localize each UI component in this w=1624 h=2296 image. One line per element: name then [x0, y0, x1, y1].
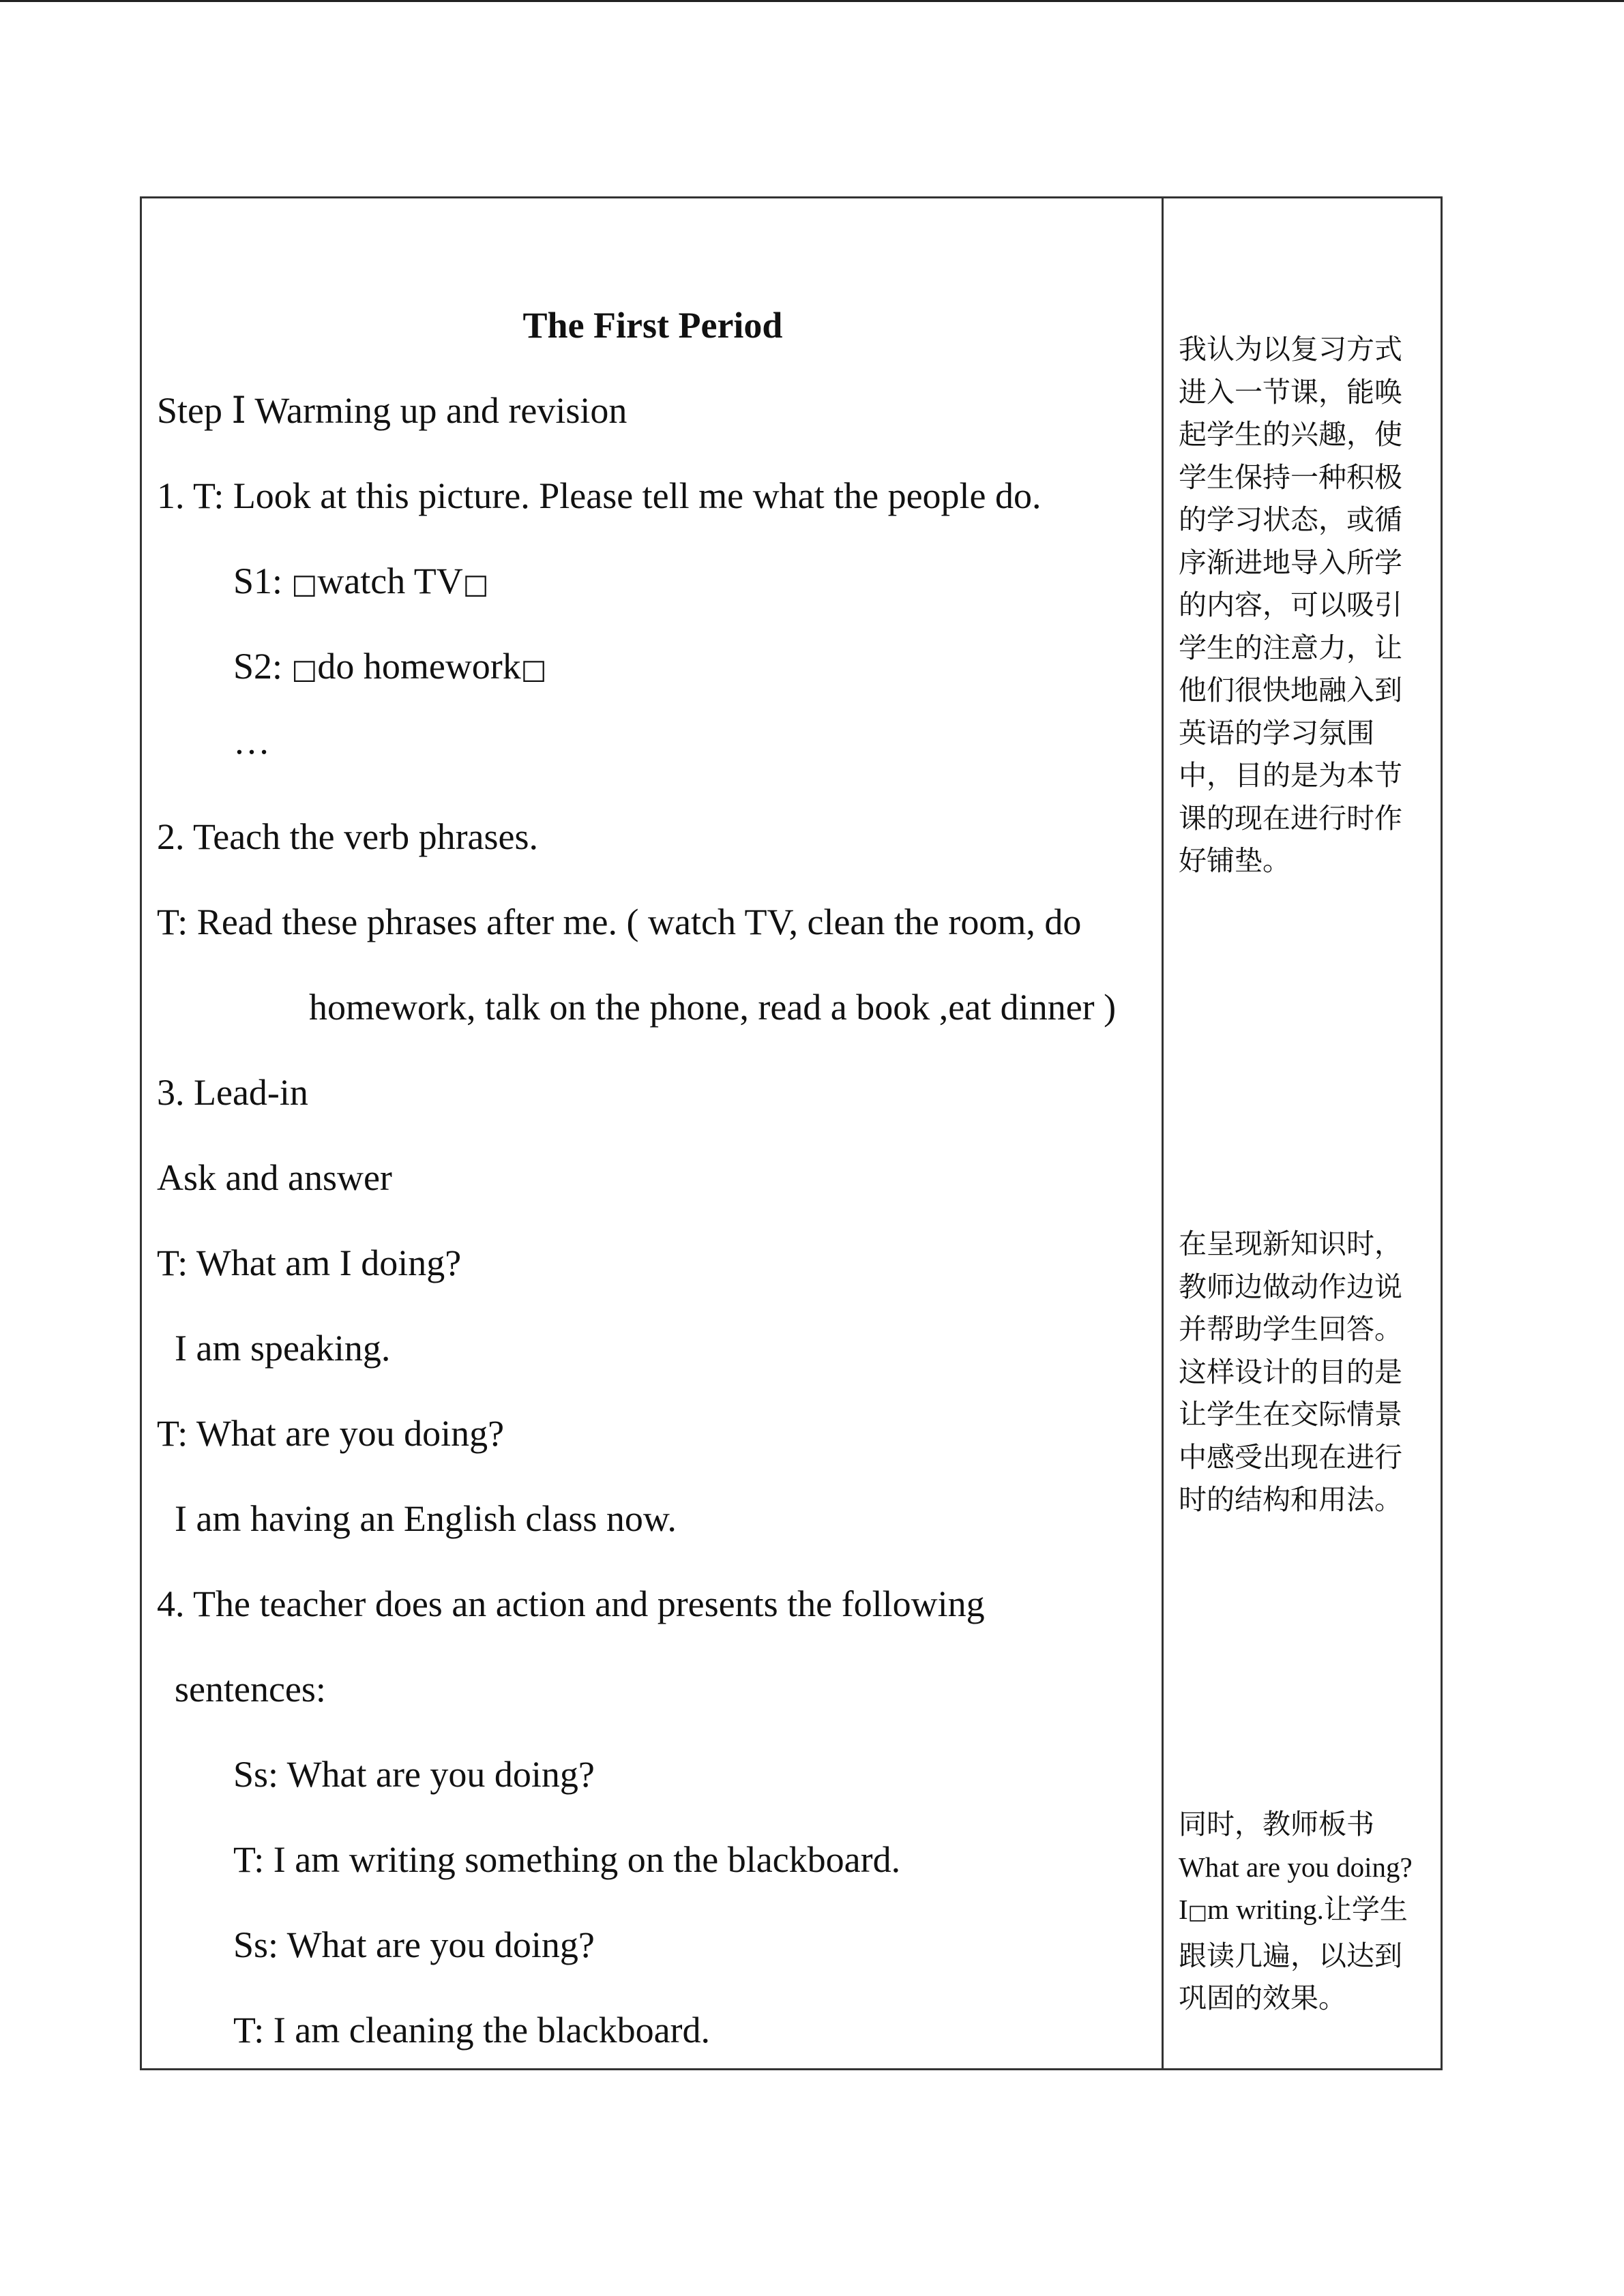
note-line: 中，目的是为本节: [1179, 760, 1402, 791]
note-line: 中感受出现在进行: [1179, 1441, 1402, 1473]
student-2-line: S2: □do homework□: [233, 644, 547, 691]
note-line: 教师边做动作边说: [1179, 1270, 1402, 1302]
period-title: The First Period: [522, 305, 783, 346]
note-line: 并帮助学生回答。: [1179, 1313, 1402, 1345]
note-line: 在呈现新知识时，: [1179, 1228, 1402, 1259]
note-line: 英语的学习氛围: [1179, 717, 1374, 749]
note-line: 进入一节课，能唤: [1179, 376, 1402, 408]
note-line: 学生的注意力，让: [1179, 631, 1402, 664]
note-presentation: [1179, 1223, 1431, 1521]
lesson-plan-table: [140, 196, 1443, 2070]
missing-glyph-icon: □: [291, 654, 318, 685]
item-4-cont: sentences:: [175, 1669, 326, 1710]
ellipsis: …: [233, 721, 270, 762]
item-1: 1. T: Look at this picture. Please tell me what the people do.: [157, 475, 1042, 516]
dialogue-t-1: T: I am writing something on the blackboard.: [233, 1839, 901, 1880]
step-heading: Step Ⅰ Warming up and revision: [157, 390, 628, 431]
missing-glyph-icon: □: [291, 569, 318, 600]
lesson-content-column: [142, 198, 1164, 2068]
note-line: 的学习状态，或循: [1179, 504, 1402, 535]
question-1: T: What am I doing?: [157, 1242, 462, 1283]
dialogue-t-2: T: I am cleaning the blackboard.: [233, 2010, 711, 2051]
missing-glyph-icon: □: [1187, 1900, 1208, 1924]
teaching-notes-column: [1164, 198, 1441, 2068]
note-line: 这样设计的目的是: [1179, 1356, 1402, 1388]
missing-glyph-icon: □: [462, 569, 489, 600]
ask-and-answer: Ask and answer: [157, 1157, 392, 1198]
item-2: 2. Teach the verb phrases.: [157, 816, 539, 857]
note-line: 课的现在进行时作: [1179, 802, 1402, 834]
note-line: 好铺垫。: [1179, 845, 1290, 876]
dialogue-ss-2: Ss: What are you doing?: [233, 1924, 595, 1965]
missing-glyph-icon: □: [520, 654, 547, 685]
note-revision: [1179, 328, 1431, 882]
note-line: 学生保持一种积极: [1179, 461, 1402, 493]
question-2: T: What are you doing?: [157, 1413, 505, 1454]
top-border: [0, 0, 1624, 2]
student-1-line: S1: □watch TV□: [233, 559, 489, 606]
note-line: 序渐进地导入所学: [1179, 546, 1402, 578]
note-line: 的内容，可以吸引: [1179, 589, 1402, 621]
note-line: 他们很快地融入到: [1179, 674, 1402, 706]
answer-1: I am speaking.: [175, 1328, 391, 1369]
item-4: 4. The teacher does an action and presents the following: [157, 1583, 985, 1624]
note-line: 让学生在交际情景: [1179, 1399, 1402, 1430]
read-instruction-cont: homework, talk on the phone, read a book ,eat dinner ): [309, 987, 1117, 1028]
dialogue-ss-1: Ss: What are you doing?: [233, 1754, 595, 1795]
note-line: 时的结构和用法。: [1179, 1484, 1402, 1515]
read-instruction: T: Read these phrases after me. ( watch TV, clean the room, do: [157, 901, 1082, 942]
item-3: 3. Lead-in: [157, 1072, 308, 1113]
note-line: 我认为以复习方式: [1179, 333, 1402, 365]
note-blackboard: 同时，教师板书 What are you doing? I□m writing.让学生 跟读几遍，以达到 巩固的效果。: [1179, 1808, 1413, 2014]
note-line: 起学生的兴趣，使: [1179, 419, 1402, 450]
answer-2: I am having an English class now.: [175, 1498, 677, 1539]
